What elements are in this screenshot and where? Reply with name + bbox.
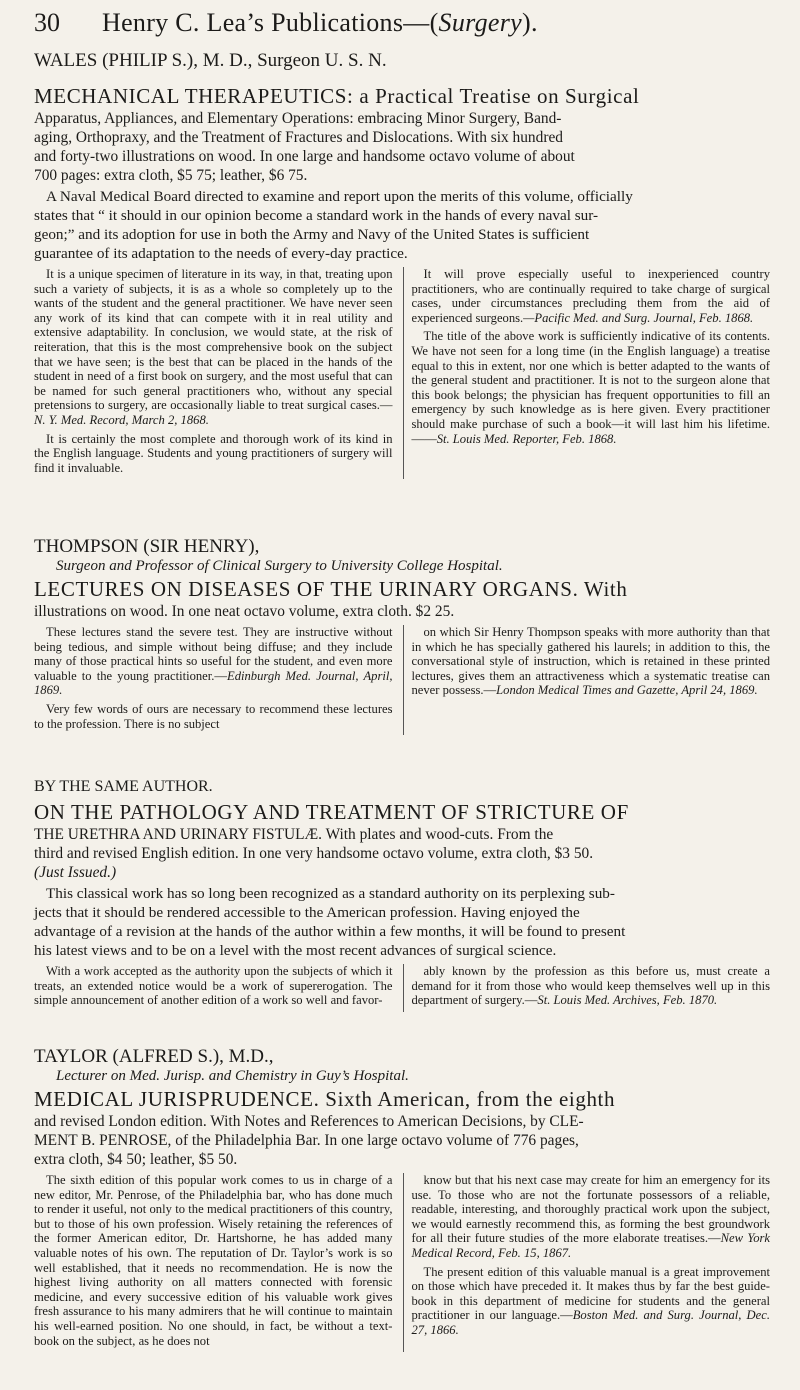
book-title: ON THE PATHOLOGY AND TREATMENT OF STRICTURE OF [34,800,629,824]
review-column-right: on which Sir Henry Thompson speaks with more authority than that in which he has specially gathered his laurels; in addition to this, the conversational style of instruction, which is retained in these printed lectures, gives them an attractiveness which a systematic treatise can never possess.—London Medical Times and Gazette, April 24, 1869. [403,625,771,735]
review-column-left: With a work accepted as the authority upon the subjects of which it treats, an extended notice would be a work of supererogation. The simple announcement of another edition of a work so well and favor- [34,964,393,1008]
book-description: Apparatus, Appliances, and Elementary Operations: embracing Minor Surgery, Band- aging, Orthopraxy, and the Treatment of Fractures and Dislocations. With six hundred and forty-two illustrations on wood. In one large and handsome octavo volume of about 700 pages: extra cloth, $5 75; leather, $6 75. [34,110,575,184]
entry-stricture [34,778,770,1012]
author-affiliation: Lecturer on Med. Jurisp. and Chemistry in Guy’s Hospital. [56,1068,409,1084]
author-affiliation: Surgeon and Professor of Clinical Surgery to University College Hospital. [56,558,503,574]
book-title: LECTURES ON DISEASES OF THE URINARY ORGANS. With [34,577,628,601]
author-heading: THOMPSON (SIR HENRY), [34,536,260,557]
review-columns [34,625,770,735]
author-heading: WALES (PHILIP S.), M. D., Surgeon U. S. N. [34,50,387,71]
book-description: THE URETHRA AND URINARY FISTULÆ. With plates and wood-cuts. From the third and revised English edition. In one very handsome octavo volume, extra cloth, $3 50. (Just Issued.) [34,826,594,881]
review-columns [34,267,770,479]
review-columns [34,964,770,1012]
review-column-left: The sixth edition of this popular work comes to us in charge of a new editor, Mr. Penrose, of the Philadelphia bar, who has done much to render it useful, not only to the medical practitioners of this country, but to those of his own profession. Wisely retaining the references of the former American editor, Dr. Hartshorne, he has added many valuable notes of his own. The reputation of Dr. Taylor’s work is so well established, that it needs no recommendation. He is now the highest living authority on all matters connected with forensic medicine, and every successive edition of his valuable work gives fresh assurance to his many admirers that he will continue to maintain his well-earned position. No one should, in fact, be without a text-book on the subject, as he does not [34,1173,393,1348]
author-heading: TAYLOR (ALFRED S.), M.D., [34,1046,274,1067]
running-head [34,6,770,40]
entry-wales [34,50,770,479]
page-number: 30 [34,8,60,37]
review-columns [34,1173,770,1352]
review-column-left: It is a unique specimen of literature in its way, in that, treating upon such a variety of subjects, it is as a whole so completely up to the wants of the student and the general practitioner. We have never seen any work of its kind that can compete with it in real utility and extensive adaptability. In conclusion, we would state, at the risk of reiteration, that this is the most comprehensive book on the subject that we have seen; is the best that can be placed in the hands of the student in need of a first book on surgery, and the most useful that can be named for such general practitioners who, without any special pretensions to surgery, are occasionally liable to treat surgical cases.—N. Y. Med. Record, March 2, 1868. It is certainly the most complete and thorough work of its kind in the English language. Students and young practitioners of surgery will find it invaluable. [34,267,393,475]
book-description: and revised London edition. With Notes and References to American Decisions, by CLE- MENT B. PENROSE, of the Philadelphia Bar. In one large octavo volume of 776 pages, extra cloth, $4 50; leather, $5 50. [34,1113,584,1168]
review-column-right: know but that his next case may create for him an emergency for its use. To those who are not the fortunate possessors of a reliable, readable, interesting, and thoroughly practical work upon the subject, we would earnestly recommend this, as forming the best groundwork for all their future studies of the more elaborate treatises.—New York Medical Record, Feb. 15, 1867. The present edition of this valuable manual is a great improvement on those which have preceded it. It makes thus by far the best guide-book in this department of medicine for students and the general practitioner in our language.—Boston Med. and Surg. Journal, Dec. 27, 1866. [403,1173,771,1352]
review-paragraph: A Naval Medical Board directed to examine and report upon the merits of this volume, officially states that “ it should in our opinion become a standard work in the hands of every naval sur- geon;” and its adoption for use in both the Army and Navy of the United States is sufficient guarantee of its adaptation to the needs of every-day practice. [34,188,633,262]
review-column-right: It will prove especially useful to inexperienced country practitioners, who are continually required to take charge of surgical cases, under circumstances precluding them from the aid of experienced surgeons.—Pacific Med. and Surg. Journal, Feb. 1868. The title of the above work is sufficiently indicative of its contents. We have not seen for a long time (in the English language) a treatise equal to this in extent, nor one which is better adapted to the wants of the general student and practitioner. It is not to the surgeon alone that this book belongs; the physician has frequent opportunities to fill an emergency by such knowledge as is here given. Every practitioner should make purchase of such a book—it will last him his lifetime.——St. Louis Med. Reporter, Feb. 1868. [403,267,771,479]
author-heading: BY THE SAME AUTHOR. [34,778,213,795]
review-paragraph: This classical work has so long been recognized as a standard authority on its perplexing sub- jects that it should be rendered accessible to the American profession. Having enjoyed the advantage of a revision at the hands of the author within a few months, it will be found to present his latest views and to be on a level with the most recent advances of surgical science. [34,885,626,959]
review-column-left: These lectures stand the severe test. They are instructive without being tedious, and simple without being diffuse; and they include many of those practical hints so useful for the student, and even more valuable to the young practitioner.—Edinburgh Med. Journal, April, 1869. Very few words of ours are necessary to recommend these lectures to the profession. There is no subject [34,625,393,731]
entry-taylor [34,1046,770,1352]
book-description: illustrations on wood. In one neat octavo volume, extra cloth. $2 25. [34,603,455,620]
book-title: MECHANICAL THERAPEUTICS: a Practical Treatise on Surgical [34,84,640,108]
entry-thompson [34,536,770,735]
book-title: MEDICAL JURISPRUDENCE. Sixth American, from the eighth [34,1087,616,1111]
running-title: Henry C. Lea’s Publications—(Surgery). [102,8,538,37]
review-column-right: ably known by the profession as this before us, must create a demand for it from those who would keep themselves well up in this department of surgery.—St. Louis Med. Archives, Feb. 1870. [403,964,771,1012]
